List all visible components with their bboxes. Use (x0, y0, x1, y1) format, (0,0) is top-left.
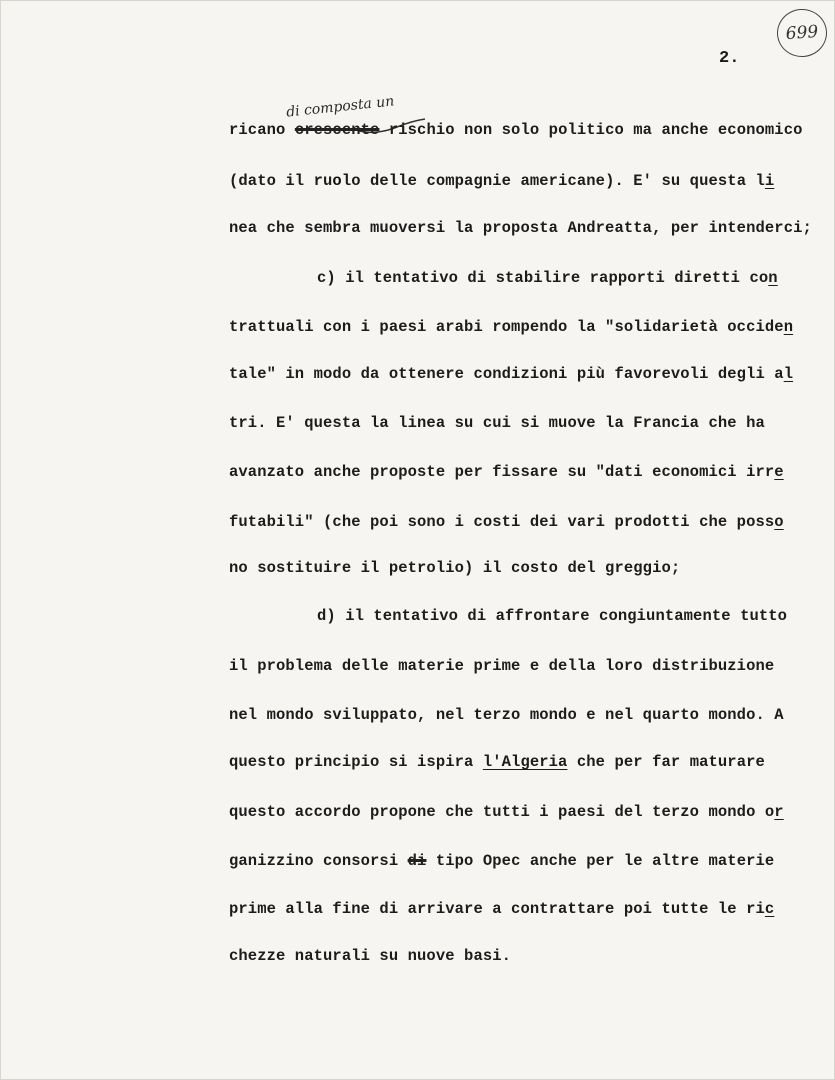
hyphen-underline: n (768, 269, 778, 287)
line-text: nel mondo sviluppato, nel terzo mondo e nel quarto mondo. A (229, 706, 784, 724)
text-line (229, 852, 774, 876)
archive-number: 699 (785, 21, 819, 45)
line-text: no sostituire il petrolio) il costo del greggio; (229, 559, 681, 577)
hyphen-underline: i (764, 172, 775, 190)
text-line (229, 463, 784, 487)
text-line (229, 657, 774, 681)
text-line (229, 318, 793, 342)
line-text: chezze naturali su nuove basi. (229, 947, 512, 965)
line-text: rischio non solo politico ma anche economico (379, 121, 803, 139)
text-line (317, 269, 778, 293)
text-line (229, 947, 511, 971)
line-text: (dato il ru (229, 172, 333, 190)
line-text: futabili" (che poi sono i costi dei vari prodotti che poss (229, 513, 775, 531)
text-line (229, 219, 812, 243)
archive-number-stamp (775, 7, 828, 58)
text-line (229, 559, 680, 583)
text-line (229, 513, 784, 537)
typed-over-word: di (407, 852, 427, 870)
line-text: c) il tentativo di stabilire rapporti diretti co (317, 269, 769, 287)
line-text: che per far maturare (567, 753, 765, 771)
text-line (229, 365, 793, 389)
line-text: ricano (229, 121, 295, 139)
hyphen-underline: r (774, 803, 784, 821)
struck-word: crescente (294, 121, 380, 139)
text-line (229, 121, 803, 145)
line-text: il problema delle materie prime e della loro distribuzione (229, 657, 775, 675)
text-line (229, 753, 765, 777)
line-text: nea che sembra muoversi la proposta Andreatta, per intenderci; (229, 219, 812, 237)
line-text: tri. E' questa la linea su cui si muove la Francia che ha (229, 414, 765, 432)
hyphen-underline: e (774, 463, 784, 481)
line-text: questo principio si ispira (229, 753, 483, 771)
text-line (229, 900, 774, 924)
line-text: ganizzino consorsi (229, 852, 408, 870)
page-number: 2. (719, 49, 740, 68)
line-text: questo accordo propone che tutti i paesi del terzo mondo o (229, 803, 775, 821)
text-line (317, 607, 787, 631)
line-text: prime alla fine di arrivare a contrattare poi tutte le ri (229, 900, 765, 918)
handwritten-correction: di composta un (285, 93, 396, 121)
line-text: trattuali con i paesi arabi rompendo la "solidarietà occide (229, 318, 784, 336)
hyphen-underline: l (783, 365, 794, 383)
hyphen-underline: n (783, 318, 794, 336)
text-line (229, 414, 765, 438)
corrected-letter: o (332, 172, 342, 190)
text-line (229, 803, 784, 827)
line-text: lo delle compagnie americane). E' su questa l (341, 172, 765, 190)
line-text: d) il tentativo di affrontare congiuntamente tutto (317, 607, 788, 625)
line-text: tipo Opec anche per le altre materie (426, 852, 775, 870)
hyphen-underline: o (774, 513, 784, 531)
text-line (229, 172, 774, 196)
line-text: tale" in modo da ottenere condizioni più favorevoli degli a (229, 365, 784, 383)
underlined-word: l'Algeria (482, 753, 568, 771)
hyphen-underline: c (764, 900, 775, 918)
line-text: avanzato anche proposte per fissare su "dati economici irr (229, 463, 775, 481)
text-line (229, 706, 784, 730)
